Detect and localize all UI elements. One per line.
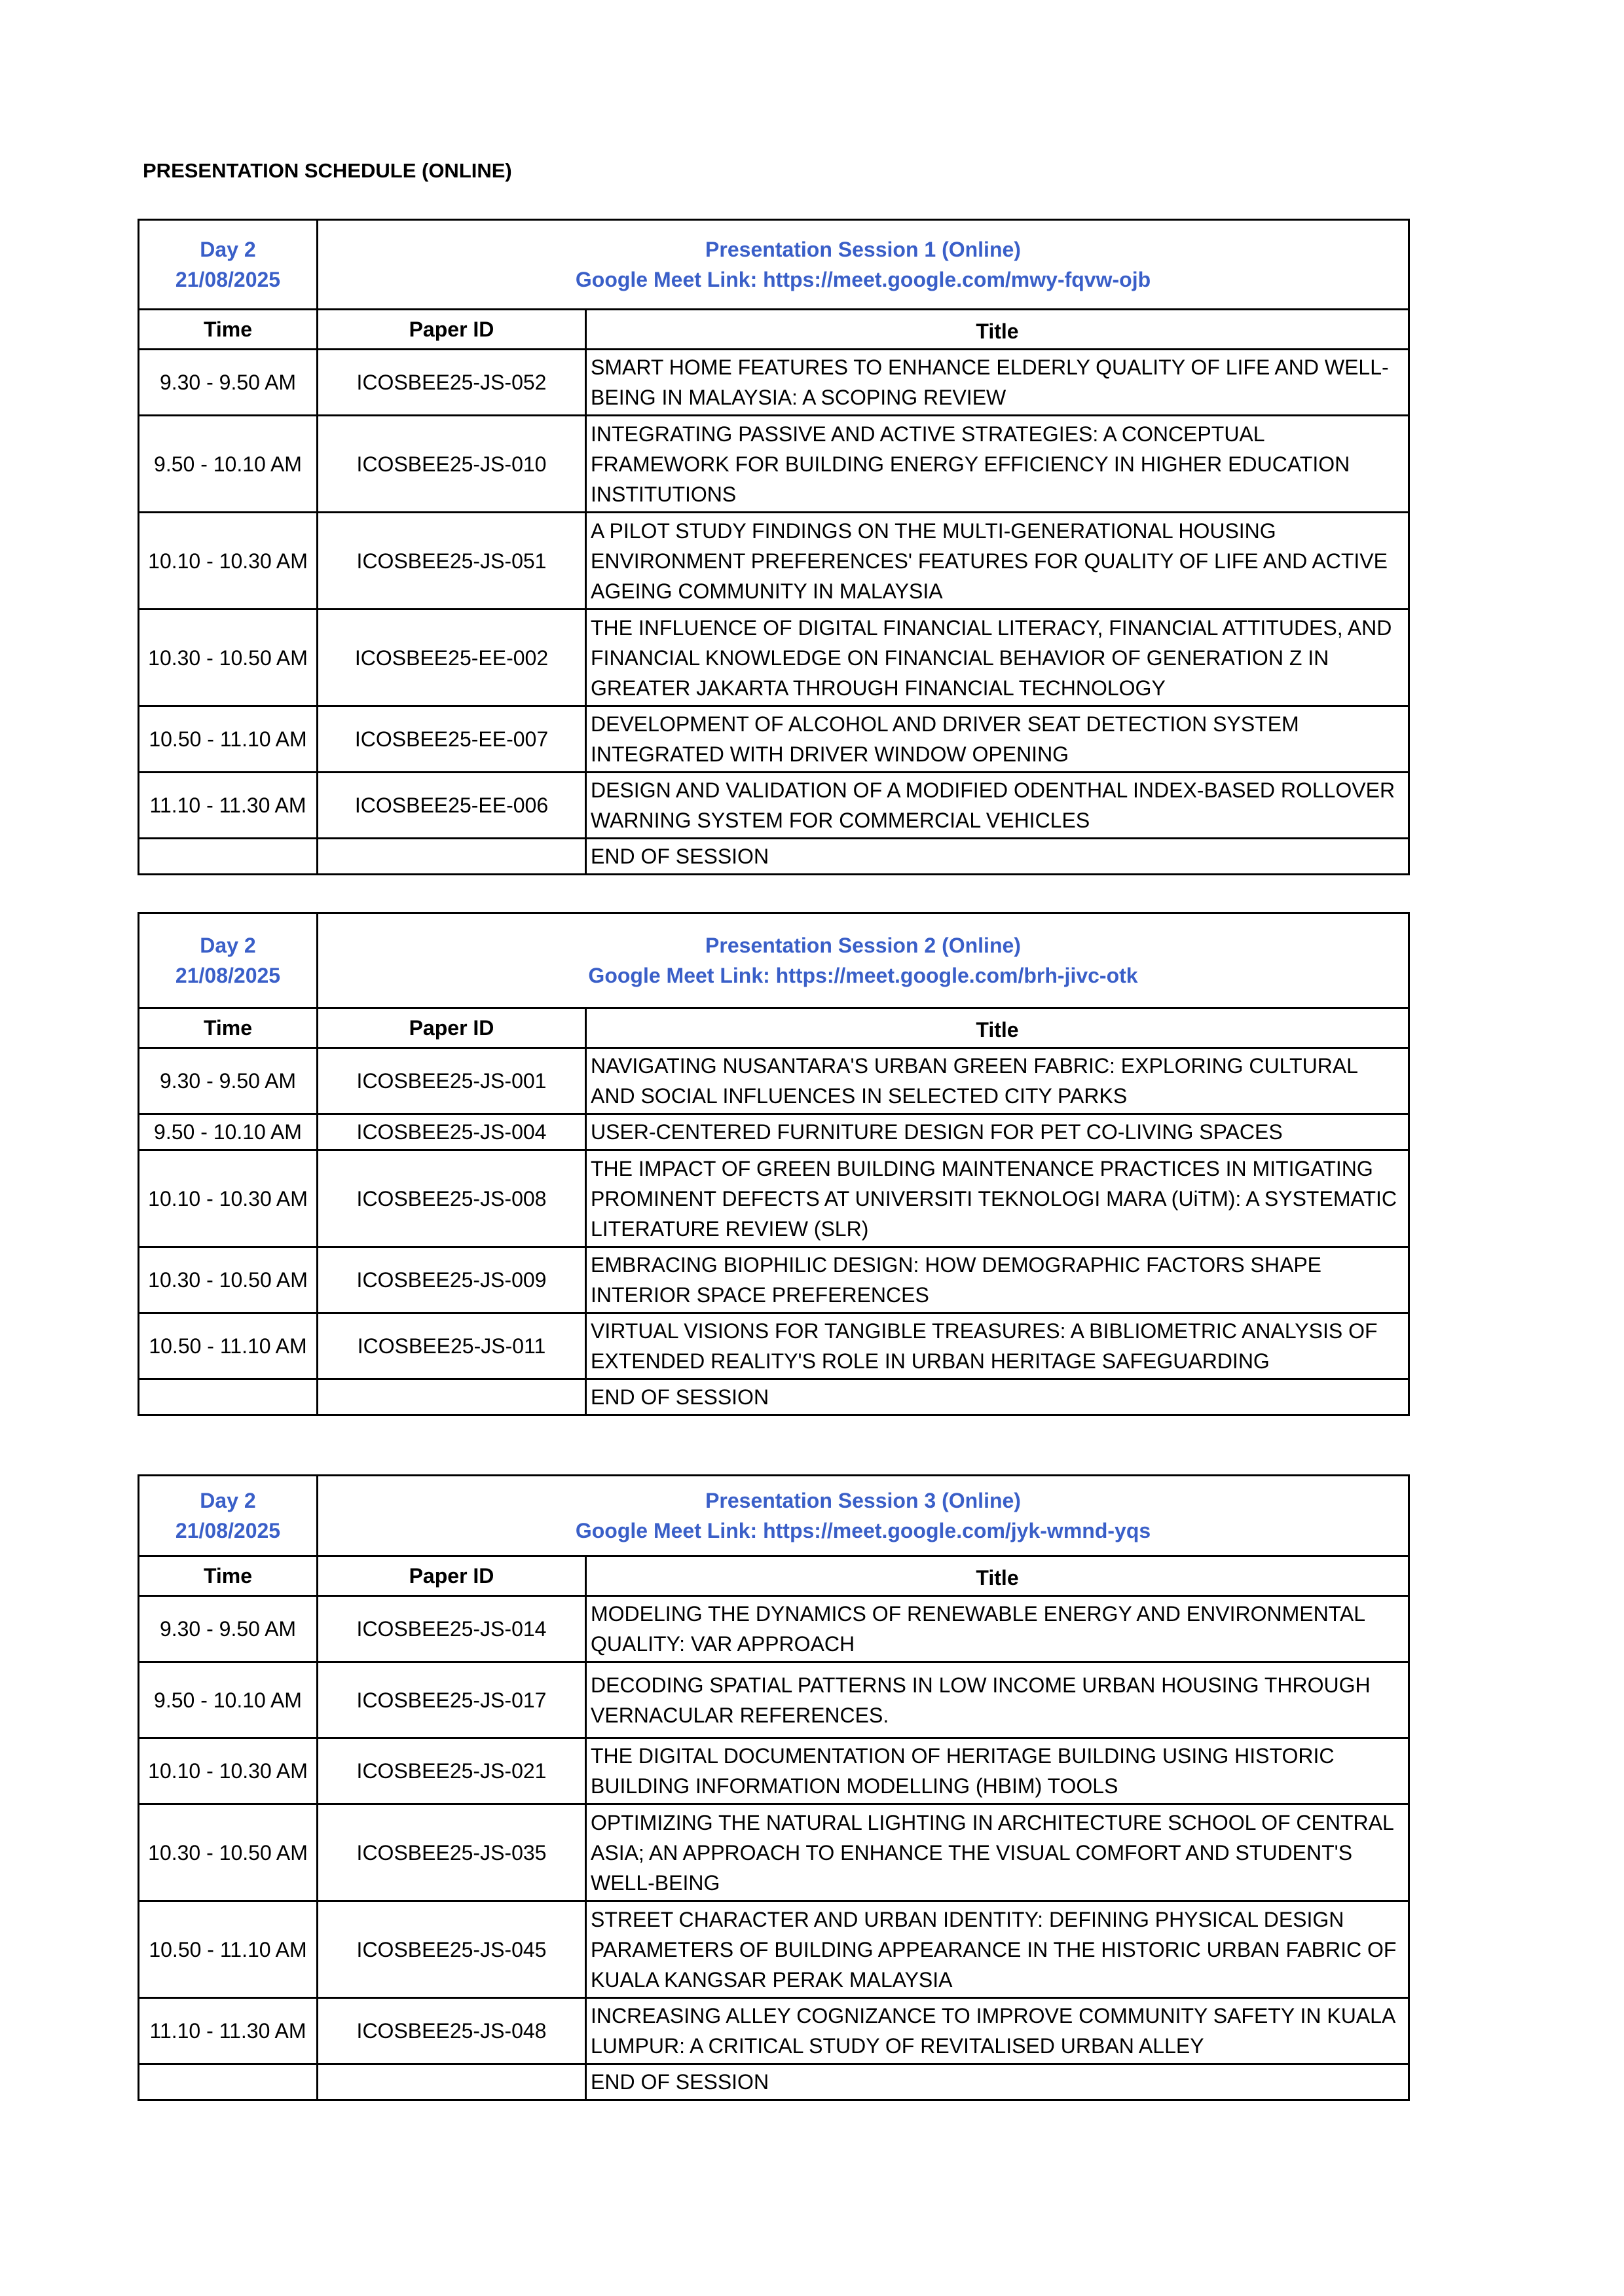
time-cell: 9.30 - 9.50 AM [139, 1596, 318, 1662]
column-header-time: Time [139, 1556, 318, 1596]
time-cell: 9.30 - 9.50 AM [139, 350, 318, 416]
title-cell: MODELING THE DYNAMICS OF RENEWABLE ENERGY AND ENVIRONMENTAL QUALITY: VAR APPROACH [586, 1596, 1409, 1662]
session-date: 21/08/2025 [175, 1519, 281, 1542]
session-day: Day 2 [200, 238, 256, 261]
title-cell: SMART HOME FEATURES TO ENHANCE ELDERLY QUALITY OF LIFE AND WELL-BEING IN MALAYSIA: A SCOPING REVIEW [586, 350, 1409, 416]
meet-link[interactable]: Google Meet Link: https://meet.google.com/mwy-fqvw-ojb [575, 268, 1151, 291]
column-header-row [139, 1008, 1409, 1048]
title-cell: VIRTUAL VISIONS FOR TANGIBLE TREASURES: A BIBLIOMETRIC ANALYSIS OF EXTENDED REALITY'S ROLE IN URBAN HERITAGE SAFEGUARDING [586, 1313, 1409, 1379]
table-row [139, 1114, 1409, 1150]
table-row [139, 1048, 1409, 1114]
title-cell: THE INFLUENCE OF DIGITAL FINANCIAL LITERACY, FINANCIAL ATTITUDES, AND FINANCIAL KNOWLEDGE ON FINANCIAL BEHAVIOR OF GENERATION Z IN GREATER JAKARTA THROUGH FINANCIAL TECHNOLOGY [586, 610, 1409, 706]
title-cell: INTEGRATING PASSIVE AND ACTIVE STRATEGIES: A CONCEPTUAL FRAMEWORK FOR BUILDING ENERGY EFFICIENCY IN HIGHER EDUCATION INSTITUTIONS [586, 416, 1409, 513]
title-cell: USER-CENTERED FURNITURE DESIGN FOR PET CO-LIVING SPACES [586, 1114, 1409, 1150]
session-name: Presentation Session 3 (Online) [705, 1489, 1021, 1512]
title-cell: STREET CHARACTER AND URBAN IDENTITY: DEFINING PHYSICAL DESIGN PARAMETERS OF BUILDING APPEARANCE IN THE HISTORIC URBAN FABRIC OF KUALA KANGSAR PERAK MALAYSIA [586, 1901, 1409, 1998]
time-cell: 11.10 - 11.30 AM [139, 773, 318, 839]
column-header-time: Time [139, 1008, 318, 1048]
paper-id-cell: ICOSBEE25-JS-048 [318, 1998, 586, 2064]
time-cell: 10.10 - 10.30 AM [139, 1150, 318, 1247]
table-row [139, 706, 1409, 773]
session-header-row [139, 1476, 1409, 1556]
title-cell: DECODING SPATIAL PATTERNS IN LOW INCOME URBAN HOUSING THROUGH VERNACULAR REFERENCES. [586, 1662, 1409, 1738]
empty-cell [318, 2064, 586, 2100]
title-cell: THE IMPACT OF GREEN BUILDING MAINTENANCE PRACTICES IN MITIGATING PROMINENT DEFECTS AT UNIVERSITI TEKNOLOGI MARA (UiTM): A SYSTEMATIC LITERATURE REVIEW (SLR) [586, 1150, 1409, 1247]
time-cell: 9.30 - 9.50 AM [139, 1048, 318, 1114]
end-of-session-row [139, 839, 1409, 875]
time-cell: 10.30 - 10.50 AM [139, 1247, 318, 1313]
time-cell: 10.50 - 11.10 AM [139, 1901, 318, 1998]
session-name: Presentation Session 2 (Online) [705, 934, 1021, 957]
table-row [139, 1804, 1409, 1901]
table-row [139, 1150, 1409, 1247]
paper-id-cell: ICOSBEE25-JS-010 [318, 416, 586, 513]
paper-id-cell: ICOSBEE25-JS-045 [318, 1901, 586, 1998]
time-cell: 10.50 - 11.10 AM [139, 1313, 318, 1379]
paper-id-cell: ICOSBEE25-JS-052 [318, 350, 586, 416]
paper-id-cell: ICOSBEE25-JS-035 [318, 1804, 586, 1901]
page-title: PRESENTATION SCHEDULE (ONLINE) [143, 159, 512, 182]
paper-id-cell: ICOSBEE25-EE-006 [318, 773, 586, 839]
session-day-cell [139, 220, 318, 310]
table-row [139, 773, 1409, 839]
empty-cell [318, 839, 586, 875]
meet-link[interactable]: Google Meet Link: https://meet.google.com/brh-jivc-otk [588, 964, 1138, 987]
paper-id-cell: ICOSBEE25-JS-011 [318, 1313, 586, 1379]
paper-id-cell: ICOSBEE25-JS-004 [318, 1114, 586, 1150]
column-header-title: Title [586, 1556, 1409, 1596]
end-of-session-label: END OF SESSION [586, 1379, 1409, 1415]
paper-id-cell: ICOSBEE25-JS-008 [318, 1150, 586, 1247]
paper-id-cell: ICOSBEE25-JS-014 [318, 1596, 586, 1662]
paper-id-cell: ICOSBEE25-JS-009 [318, 1247, 586, 1313]
paper-id-cell: ICOSBEE25-JS-051 [318, 513, 586, 610]
title-cell: OPTIMIZING THE NATURAL LIGHTING IN ARCHITECTURE SCHOOL OF CENTRAL ASIA; AN APPROACH TO ENHANCE THE VISUAL COMFORT AND STUDENT'S WELL-BEING [586, 1804, 1409, 1901]
session-header-row [139, 220, 1409, 310]
table-row [139, 1247, 1409, 1313]
column-header-title: Title [586, 310, 1409, 350]
title-cell: NAVIGATING NUSANTARA'S URBAN GREEN FABRIC: EXPLORING CULTURAL AND SOCIAL INFLUENCES IN SELECTED CITY PARKS [586, 1048, 1409, 1114]
time-cell: 10.10 - 10.30 AM [139, 1738, 318, 1804]
time-cell: 11.10 - 11.30 AM [139, 1998, 318, 2064]
session-day-cell [139, 1476, 318, 1556]
empty-cell [139, 2064, 318, 2100]
column-header-title: Title [586, 1008, 1409, 1048]
paper-id-cell: ICOSBEE25-EE-002 [318, 610, 586, 706]
session-table [138, 219, 1410, 875]
table-row [139, 513, 1409, 610]
time-cell: 10.50 - 11.10 AM [139, 706, 318, 773]
session-day: Day 2 [200, 934, 256, 957]
end-of-session-label: END OF SESSION [586, 2064, 1409, 2100]
title-cell: DEVELOPMENT OF ALCOHOL AND DRIVER SEAT DETECTION SYSTEM INTEGRATED WITH DRIVER WINDOW OPENING [586, 706, 1409, 773]
session-table [138, 1474, 1410, 2101]
session-info-cell [318, 1476, 1409, 1556]
table-row [139, 1738, 1409, 1804]
paper-id-cell: ICOSBEE25-JS-021 [318, 1738, 586, 1804]
table-row [139, 1901, 1409, 1998]
table-row [139, 416, 1409, 513]
title-cell: DESIGN AND VALIDATION OF A MODIFIED ODENTHAL INDEX-BASED ROLLOVER WARNING SYSTEM FOR COMMERCIAL VEHICLES [586, 773, 1409, 839]
session-info-cell [318, 220, 1409, 310]
paper-id-cell: ICOSBEE25-JS-017 [318, 1662, 586, 1738]
time-cell: 9.50 - 10.10 AM [139, 416, 318, 513]
title-cell: A PILOT STUDY FINDINGS ON THE MULTI-GENERATIONAL HOUSING ENVIRONMENT PREFERENCES' FEATURES FOR QUALITY OF LIFE AND ACTIVE AGEING COMMUNITY IN MALAYSIA [586, 513, 1409, 610]
session-date: 21/08/2025 [175, 964, 281, 987]
end-of-session-row [139, 1379, 1409, 1415]
column-header-paper-id: Paper ID [318, 1556, 586, 1596]
column-header-row [139, 310, 1409, 350]
table-row [139, 1662, 1409, 1738]
time-cell: 10.30 - 10.50 AM [139, 1804, 318, 1901]
session-date: 21/08/2025 [175, 268, 281, 291]
title-cell: INCREASING ALLEY COGNIZANCE TO IMPROVE COMMUNITY SAFETY IN KUALA LUMPUR: A CRITICAL STUDY OF REVITALISED URBAN ALLEY [586, 1998, 1409, 2064]
meet-link[interactable]: Google Meet Link: https://meet.google.com/jyk-wmnd-yqs [575, 1519, 1151, 1542]
table-row [139, 1596, 1409, 1662]
table-row [139, 1998, 1409, 2064]
session-info-cell [318, 913, 1409, 1008]
session-day: Day 2 [200, 1489, 256, 1512]
time-cell: 10.10 - 10.30 AM [139, 513, 318, 610]
column-header-paper-id: Paper ID [318, 310, 586, 350]
empty-cell [318, 1379, 586, 1415]
table-row [139, 610, 1409, 706]
end-of-session-label: END OF SESSION [586, 839, 1409, 875]
column-header-row [139, 1556, 1409, 1596]
title-cell: EMBRACING BIOPHILIC DESIGN: HOW DEMOGRAPHIC FACTORS SHAPE INTERIOR SPACE PREFERENCES [586, 1247, 1409, 1313]
column-header-time: Time [139, 310, 318, 350]
empty-cell [139, 839, 318, 875]
session-header-row [139, 913, 1409, 1008]
empty-cell [139, 1379, 318, 1415]
session-name: Presentation Session 1 (Online) [705, 238, 1021, 261]
end-of-session-row [139, 2064, 1409, 2100]
time-cell: 9.50 - 10.10 AM [139, 1114, 318, 1150]
time-cell: 9.50 - 10.10 AM [139, 1662, 318, 1738]
title-cell: THE DIGITAL DOCUMENTATION OF HERITAGE BUILDING USING HISTORIC BUILDING INFORMATION MODELLING (HBIM) TOOLS [586, 1738, 1409, 1804]
table-row [139, 350, 1409, 416]
time-cell: 10.30 - 10.50 AM [139, 610, 318, 706]
table-row [139, 1313, 1409, 1379]
paper-id-cell: ICOSBEE25-JS-001 [318, 1048, 586, 1114]
column-header-paper-id: Paper ID [318, 1008, 586, 1048]
session-day-cell [139, 913, 318, 1008]
session-table [138, 912, 1410, 1416]
paper-id-cell: ICOSBEE25-EE-007 [318, 706, 586, 773]
